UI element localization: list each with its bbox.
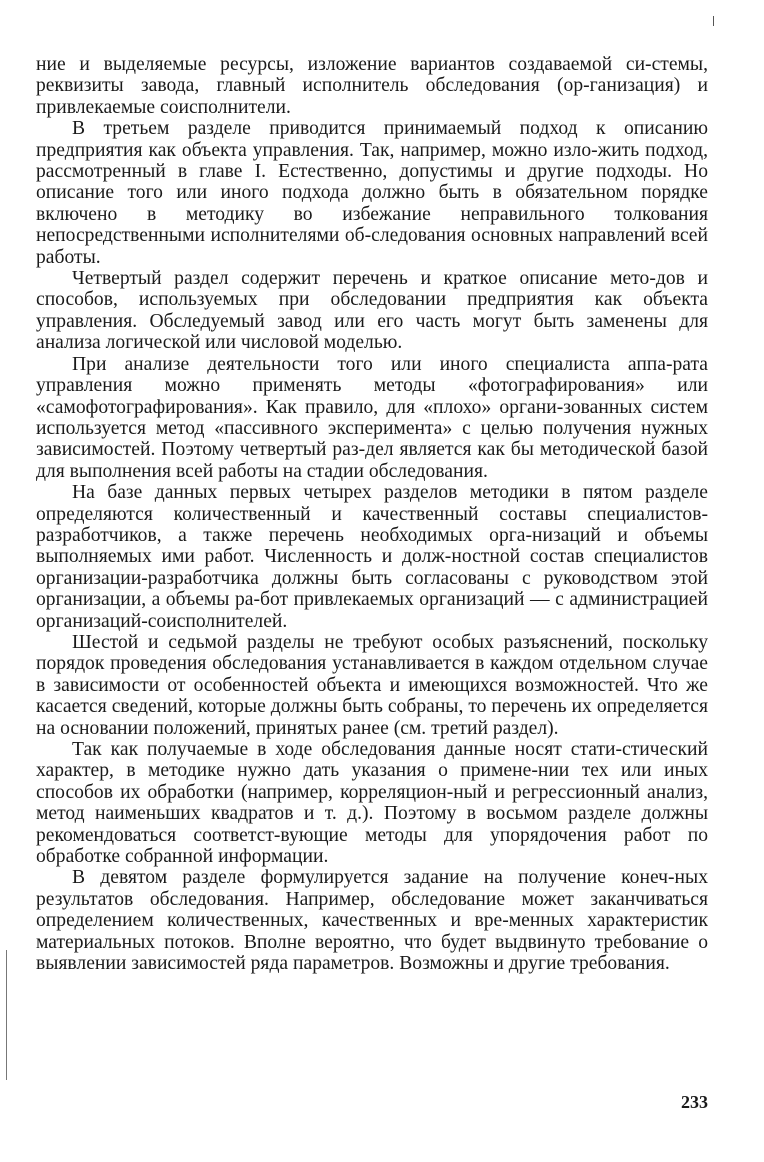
scan-corner-mark [713, 16, 714, 26]
paragraph-8: В девятом разделе формулируется задание на получение конеч-ных результатов обследования. Например, обследование может заканчиваться определением количественных, качественных и вре-менных характеристик материальных потоков. Вполне вероятно, что будет выдвинуто требование о выявлении зависимостей ряда параметров. Возможны и другие требования. [36, 867, 708, 975]
paragraph-3: Четвертый раздел содержит перечень и краткое описание мето-дов и способов, используемых при обследовании предприятия как объекта управления. Обследуемый завод или его часть могут быть заменены для анализа логической или числовой моделью. [36, 268, 708, 354]
paragraph-2: В третьем разделе приводится принимаемый подход к описанию предприятия как объекта управления. Так, например, можно изло-жить подход, рассмотренный в главе I. Естественно, допустимы и другие подходы. Но описание того или иного подхода должно быть в обязательном порядке включено в методику во избежание неправильного толкования непосредственными исполнителями об-следования основных направлений всей работы. [36, 118, 708, 268]
paragraph-6: Шестой и седьмой разделы не требуют особых разъяснений, поскольку порядок проведения обследования устанавливается в каждом отдельном случае в зависимости от особенностей объекта и имеющихся возможностей. Что же касается сведений, которые должны быть собраны, то перечень их определяется на основании положений, принятых ранее (см. третий раздел). [36, 631, 708, 739]
paragraph-5: На базе данных первых четырех разделов методики в пятом разделе определяются количественный и качественный составы специалистов-разработчиков, а также перечень необходимых орга-низаций и объемы выполняемых ими работ. Численность и долж-ностной состав специалистов организации-разработчика должны быть согласованы с руководством этой организации, а объемы ра-бот привлекаемых организаций — с администрацией организаций-соисполнителей. [36, 482, 708, 632]
paragraph-7: Так как получаемые в ходе обследования данные носят стати-стический характер, в методике нужно дать указания о примене-нии тех или иных способов их обработки (например, корреляцион-ный и регрессионный анализ, метод наименьших квадратов и т. д.). Поэтому в восьмом разделе должны рекомендоваться соответст-вующие методы для упорядочения работ по обработке собранной информации. [36, 739, 708, 868]
paragraph-4: При анализе деятельности того или иного специалиста аппа-рата управления можно применять методы «фотографирования» или «самофотографирования». Как правило, для «плохо» органи-зованных систем используется метод «пассивного эксперимента» с целью получения нужных зависимостей. Поэтому четвертый раз-дел является как бы методической базой для выполнения всей работы на стадии обследования. [36, 353, 708, 482]
page-number: 233 [681, 1092, 708, 1112]
document-page [36, 54, 708, 974]
paragraph-1: ние и выделяемые ресурсы, изложение вариантов создаваемой си-стемы, реквизиты завода, главный исполнитель обследования (ор-ганизация) и привлекаемые соисполнители. [36, 54, 708, 118]
scan-margin-mark [6, 950, 7, 1080]
